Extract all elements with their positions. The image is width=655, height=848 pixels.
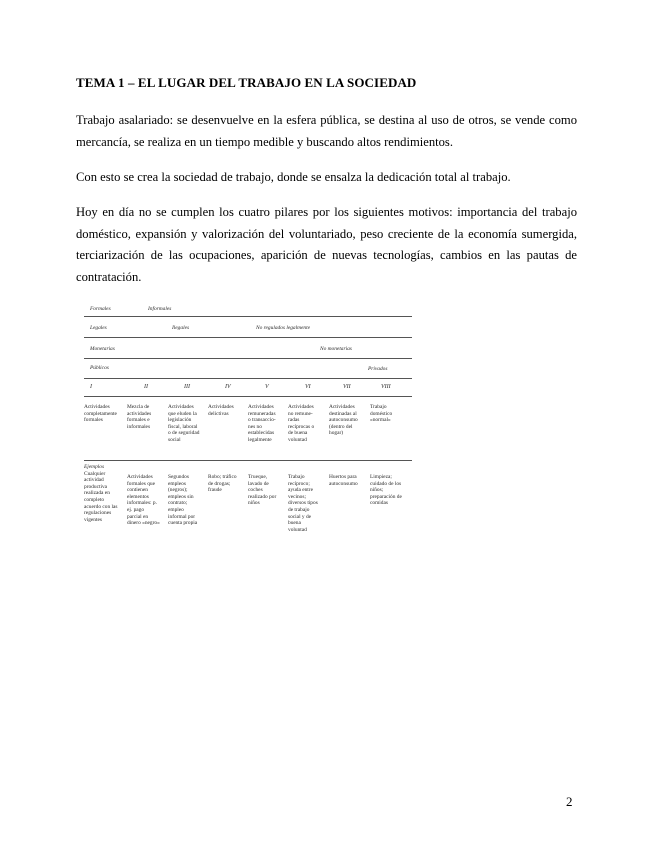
description-cell: Actividades remuneradas o transaccio- nes no establecidas legalmente xyxy=(248,404,276,443)
example-cell: Robo; tráfico de drogas; fraude xyxy=(208,474,237,494)
table-rule xyxy=(84,396,412,397)
example-cell: Trabajo recíproco; ayuda entre vecinos; diversos tipos de trabajo social y de buena voluntad xyxy=(288,474,318,533)
table-rule xyxy=(84,337,412,338)
table-rule xyxy=(84,316,412,317)
description-cell: Actividades que eluden la legislación fiscal, laboral o de seguridad social xyxy=(168,404,200,443)
example-cell: Actividades formales que contienen elementos informales: p. ej. pago parcial en dinero «negro» xyxy=(127,474,160,527)
label-legales: Legales xyxy=(90,325,107,331)
description-cell: Actividades destinadas al autoconsumo (dentro del hogar) xyxy=(329,404,358,437)
column-numeral: VII xyxy=(343,384,351,390)
column-numeral: VI xyxy=(305,384,311,390)
column-numeral: IV xyxy=(225,384,231,390)
description-cell: Actividades no remune- radas recíprocas o de buena voluntad xyxy=(288,404,315,443)
label-informales: Informales xyxy=(148,306,172,312)
example-cell: Segundos empleos (negros); empleos sin contrato; empleo informal por cuenta propia xyxy=(168,474,198,527)
page-title: TEMA 1 – EL LUGAR DEL TRABAJO EN LA SOCIEDAD xyxy=(76,75,417,90)
example-cell: Ejemplos Cualquier actividad productiva realizada en completo acuerdo con las regulaciones vigentes xyxy=(84,464,124,523)
label-privados: Privados xyxy=(368,366,388,372)
label-ilegales: Ilegales xyxy=(172,325,190,331)
paragraph-sociedad-de-trabajo: Con esto se crea la sociedad de trabajo, donde se ensalza la dedicación total al trabajo. xyxy=(76,170,511,184)
label-monetarias: Monetarias xyxy=(90,346,115,352)
label-no-monetarias: No monetarias xyxy=(320,346,352,352)
label-no-regulados: No regulados legalmente xyxy=(256,325,310,331)
column-numeral: I xyxy=(90,384,92,390)
description-cell: Actividades completamente formales xyxy=(84,404,117,424)
table-rule xyxy=(84,378,412,379)
example-cell: Huertos para autoconsumo xyxy=(329,474,358,487)
page-number: 2 xyxy=(566,794,573,809)
description-cell: Mezcla de actividades formales e informales xyxy=(127,404,152,430)
column-numeral: II xyxy=(144,384,148,390)
paragraph-cuatro-pilares: Hoy en día no se cumplen los cuatro pilares por los siguientes motivos: importancia del trabajo doméstico, expansión y valorización del voluntariado, peso creciente de la economía sumergida, terciarización de las ocupaciones, aparición de nuevas tecnologías, cambios en las pautas de contratación. xyxy=(76,205,577,284)
examples-label: Ejemplos xyxy=(84,464,105,470)
description-cell: Actividades delictivas xyxy=(208,404,234,417)
paragraph-trabajo-asalariado: Trabajo asalariado: se desenvuelve en la esfera pública, se destina al uso de otros, se vende como mercancía, se realiza en un tiempo medible y buscando altos rendimientos. xyxy=(76,113,577,149)
label-publicos: Públicos xyxy=(90,365,109,371)
column-numeral: VIII xyxy=(381,384,391,390)
column-numeral: III xyxy=(184,384,190,390)
work-classification-table xyxy=(84,302,412,552)
table-rule xyxy=(84,358,412,359)
column-numeral: V xyxy=(265,384,269,390)
example-cell: Limpieza; cuidado de los niños; preparación de comidas xyxy=(370,474,402,507)
description-cell: Trabajo doméstico «normal» xyxy=(370,404,393,424)
label-formales: Formales xyxy=(90,306,111,312)
table-rule xyxy=(84,460,412,461)
example-cell: Trueque, lavado de coches realizado por niños xyxy=(248,474,277,507)
